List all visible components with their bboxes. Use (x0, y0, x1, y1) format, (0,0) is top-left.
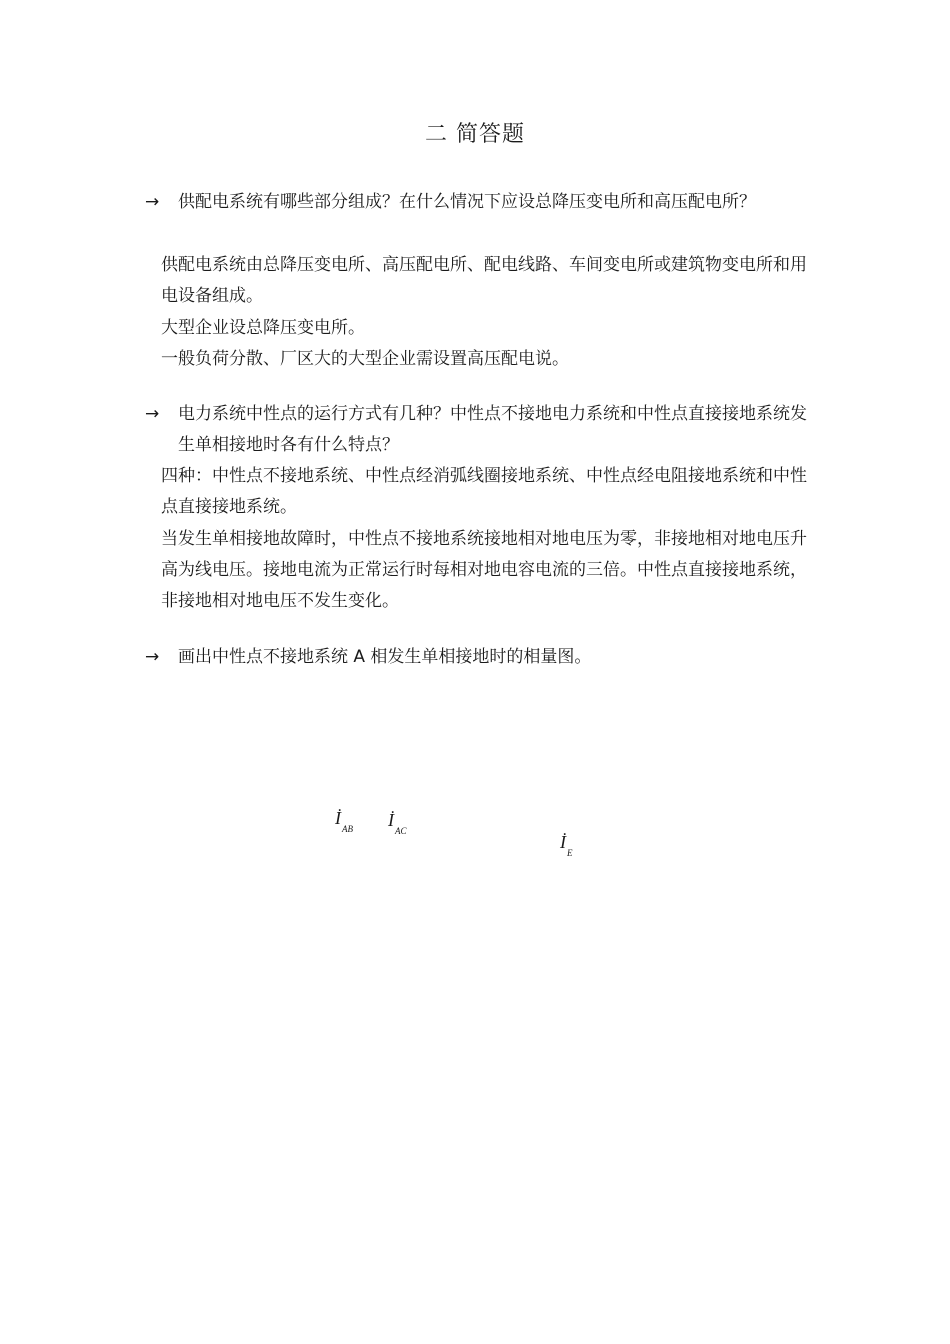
question-1-text: 供配电系统有哪些部分组成？在什么情况下应设总降压变电所和高压配电所？ (178, 192, 756, 212)
question-3 (145, 642, 810, 673)
answer-2-1: 四种：中性点不接地系统、中性点经消弧线圈接地系统、中性点经电阻接地系统和中性点直接接地系统。 (161, 466, 807, 517)
question-1 (145, 187, 810, 218)
answer-1-2: 大型企业设总降压变电所。 (161, 318, 365, 338)
arrow-icon: → (145, 404, 160, 424)
phasor-label-ie: $İ_E$ (560, 832, 573, 858)
phasor-label-iab: $İ_{AB}$ (335, 808, 353, 834)
answer-2-2: 当发生单相接地故障时，中性点不接地系统接地相对地电压为零，非接地相对地电压升高为线电压。接地电流为正常运行时每相对地电容电流的三倍。中性点直接接地系统，非接地相对地电压不发生变化。 (161, 529, 807, 611)
answer-1-1: 供配电系统由总降压变电所、高压配电所、配电线路、车间变电所或建筑物变电所和用电设备组成。 (161, 255, 807, 306)
question-3-text: 画出中性点不接地系统 A 相发生单相接地时的相量图。 (178, 647, 592, 667)
question-2-text: 电力系统中性点的运行方式有几种？中性点不接地电力系统和中性点直接接地系统发生单相接地时各有什么特点？ (178, 404, 807, 455)
arrow-icon: → (145, 647, 160, 667)
arrow-icon: → (145, 192, 160, 212)
section-title: 二 简答题 (425, 122, 525, 147)
answer-1-3: 一般负荷分散、厂区大的大型企业需设置高压配电说。 (161, 349, 569, 369)
phasor-label-iac: $İ_{AC}$ (388, 810, 407, 836)
phasor-diagram (320, 808, 620, 880)
question-2 (145, 399, 810, 461)
